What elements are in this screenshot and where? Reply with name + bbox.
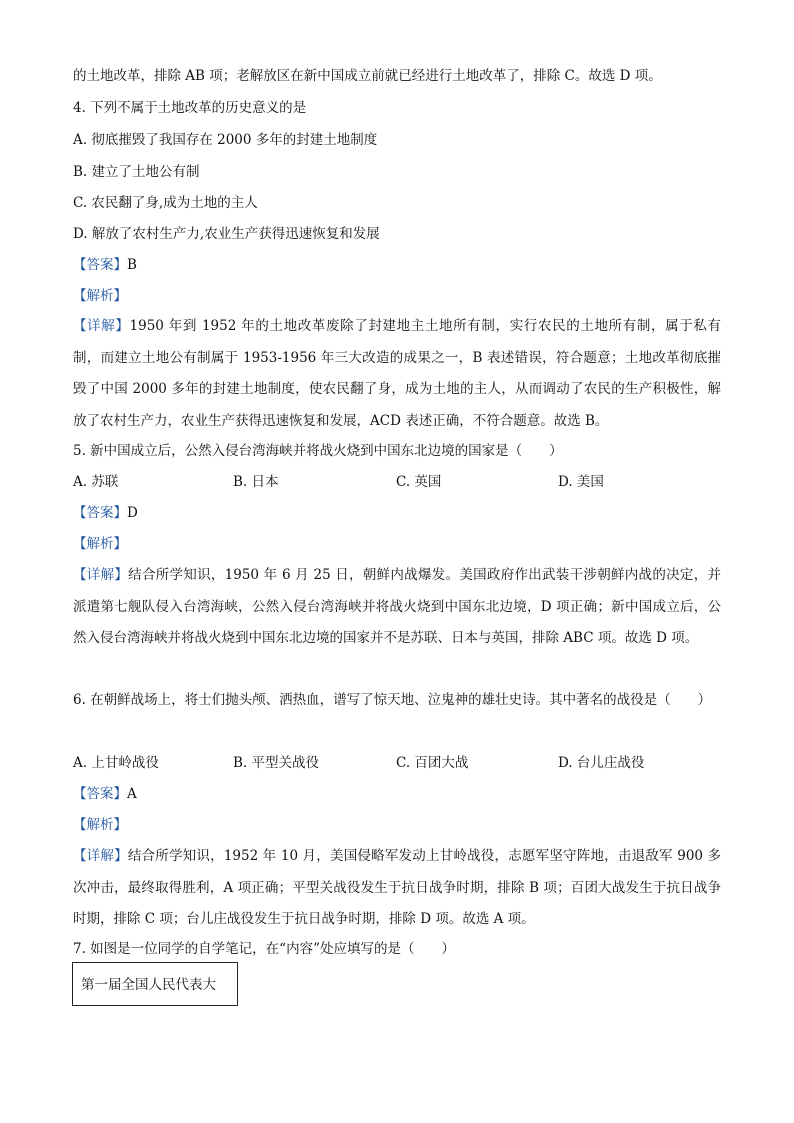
question-6-option-a: A. 上甘岭战役 <box>73 755 159 771</box>
detail-tag: 【详解】 <box>73 567 129 583</box>
question-4-option-c: C. 农民翻了身,成为土地的主人 <box>73 195 258 211</box>
answer-value: B <box>127 257 137 273</box>
detail-text: 1950 年到 1952 年的土地改革废除了封建地主土地所有制，实行农民的土地所有制，属于私有制，而建立土地公有制属于 1953-1956 年三大改造的成果之一，B 表述错误，符合题意；土地改革彻底摧毁了中国 2000 多年的封建土地制度，使农民翻了身，成为土地的主人，从而调动了农民的生产积极性，解放了农村生产力，农业生产获得迅速恢复和发展，ACD 表述正确，不符合题意。故选 B。 <box>73 318 721 429</box>
question-5-analysis-tag <box>73 534 127 554</box>
detail-text: 结合所学知识，1950 年 6 月 25 日，朝鲜内战爆发。美国政府作出武装干涉朝鲜内战的决定，并派遣第七舰队侵入台湾海峡，公然入侵台湾海峡并将战火烧到中国东北边境，D 项正确；新中国成立后，公然入侵台湾海峡并将战火烧到中国东北边境的国家并不是苏联、日本与英国，排除 ABC 项。故选 D 项。 <box>73 567 721 646</box>
answer-tag: 【答案】 <box>73 505 127 521</box>
question-6-option-d: D. 台儿庄战役 <box>558 755 645 771</box>
question-4-detail <box>73 311 721 437</box>
detail-text: 结合所学知识，1952 年 10 月，美国侵略军发动上甘岭战役，志愿军坚守阵地，击退敌军 900 多次冲击，最终取得胜利，A 项正确；平型关战役发生于抗日战争时期，排除 B 项；百团大战发生于抗日战争时期，排除 C 项；台儿庄战役发生于抗日战争时期，排除 D 项。故选 A 项。 <box>73 848 721 927</box>
answer-value: D <box>127 505 138 521</box>
question-5-stem: 5. 新中国成立后，公然入侵台湾海峡并将战火烧到中国东北边境的国家是（ ） <box>73 443 563 459</box>
question-7-stem: 7. 如图是一位同学的自学笔记，在“内容”处应填写的是（ ） <box>73 941 455 957</box>
question-5-option-a: A. 苏联 <box>73 474 119 490</box>
question-6-answer <box>73 784 137 804</box>
question-5-option-c: C. 英国 <box>396 474 442 490</box>
question-4-option-b: B. 建立了土地公有制 <box>73 164 200 180</box>
question-5-option-d: D. 美国 <box>558 474 604 490</box>
question-4-option-a: A. 彻底摧毁了我国存在 2000 多年的封建土地制度 <box>73 132 378 148</box>
question-4-option-d: D. 解放了农村生产力,农业生产获得迅速恢复和发展 <box>73 226 380 242</box>
question-5-options <box>73 472 733 492</box>
detail-tag: 【详解】 <box>73 848 128 864</box>
answer-tag: 【答案】 <box>73 257 127 273</box>
analysis-tag: 【解析】 <box>73 817 127 833</box>
question-6-option-c: C. 百团大战 <box>396 755 469 771</box>
note-box: 第一届全国人民代表大 <box>72 962 238 1006</box>
question-6-detail <box>73 841 721 936</box>
question-6-option-b: B. 平型关战役 <box>233 755 320 771</box>
question-5-answer <box>73 503 138 523</box>
question-4-stem: 4. 下列不属于土地改革的历史意义的是 <box>73 100 307 116</box>
question-6-analysis-tag <box>73 815 127 835</box>
analysis-tag: 【解析】 <box>73 536 127 552</box>
analysis-tag: 【解析】 <box>73 288 127 304</box>
answer-value: A <box>127 786 137 802</box>
answer-tag: 【答案】 <box>73 786 127 802</box>
question-5-detail <box>73 560 721 655</box>
question-4-analysis-tag <box>73 286 127 306</box>
question-6-options <box>73 753 733 773</box>
question-6-stem: 6. 在朝鲜战场上，将士们抛头颅、洒热血，谱写了惊天地、泣鬼神的雄壮史诗。其中著名的战役是（ ） <box>73 692 712 708</box>
question-4-answer <box>73 255 137 275</box>
detail-tag: 【详解】 <box>73 318 130 334</box>
text-line: 的土地改革，排除 AB 项；老解放区在新中国成立前就已经进行土地改革了，排除 C。故选 D 项。 <box>73 68 662 84</box>
question-5-option-b: B. 日本 <box>233 474 279 490</box>
